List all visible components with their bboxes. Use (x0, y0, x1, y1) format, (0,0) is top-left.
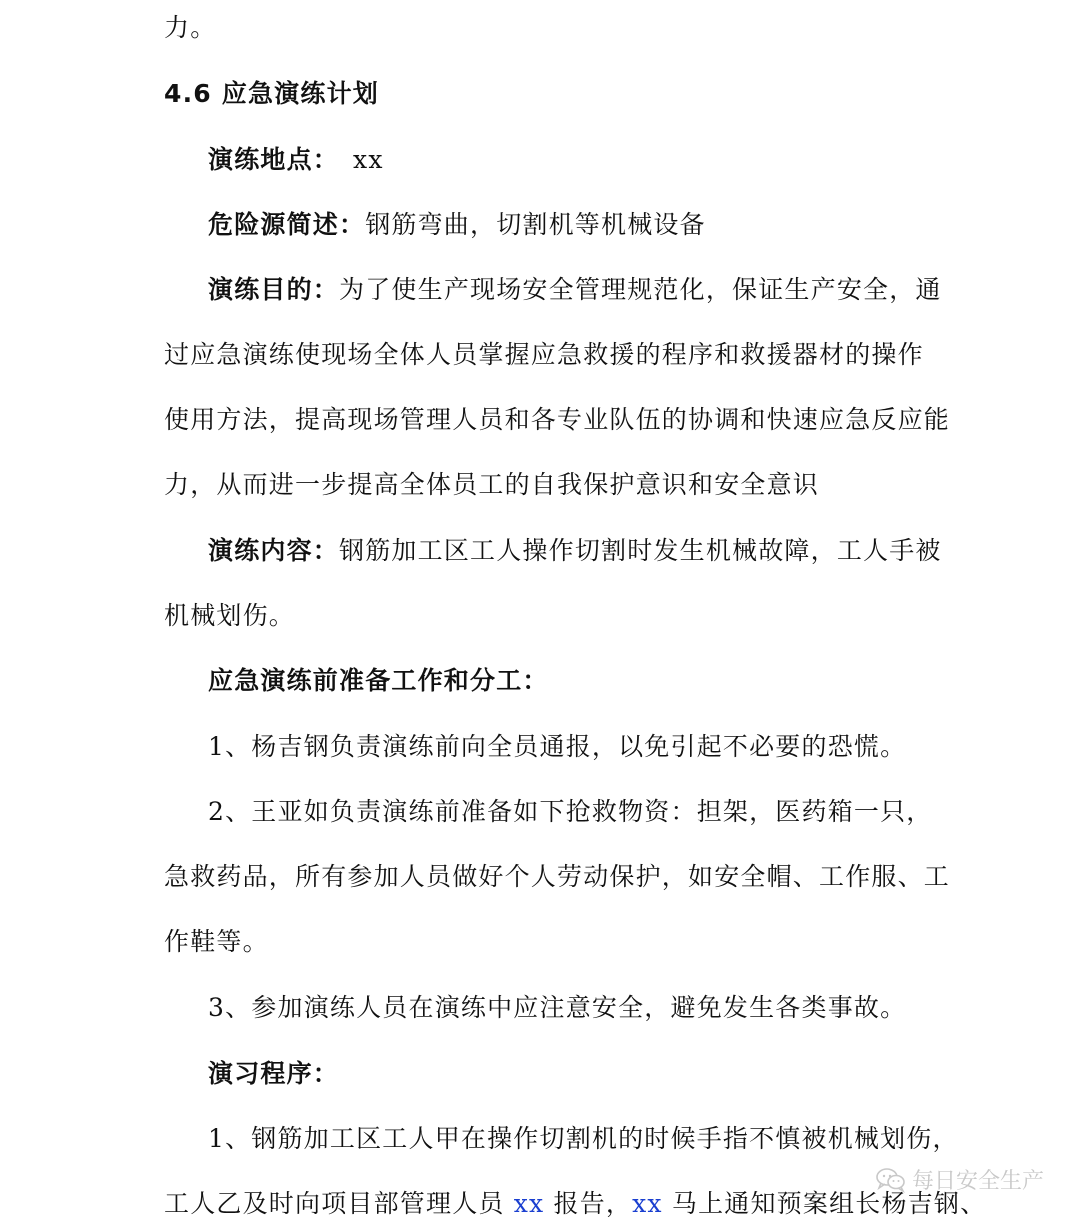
prep-heading: 应急演练前准备工作和分工： (208, 666, 549, 695)
location-label: 演练地点： (208, 145, 340, 174)
location-value: xx (353, 145, 384, 174)
purpose-label: 演练目的： (208, 275, 340, 304)
hazard-value: 钢筋弯曲，切割机等机械设备 (365, 210, 706, 239)
text-segment: 马上通知预案组长杨吉钢、 (662, 1189, 987, 1218)
paragraph-line: 力。 (164, 13, 217, 42)
paragraph-line: 使用方法，提高现场管理人员和各专业队伍的协调和快速应急反应能 (164, 405, 951, 434)
paragraph-line (164, 1186, 986, 1222)
text-segment: 报告， (544, 1189, 633, 1218)
prep-item-2: 2、王亚如负责演练前准备如下抢救物资：担架，医药箱一只， (208, 797, 933, 826)
placeholder-link[interactable]: xx (632, 1189, 663, 1218)
watermark (876, 1164, 1044, 1195)
hazard-line (208, 207, 706, 243)
paragraph-line: 机械划伤。 (164, 601, 296, 630)
prep-item-1: 1、杨吉钢负责演练前向全员通报，以免引起不必要的恐慌。 (208, 732, 907, 761)
section-heading: 4.6 应急演练计划 (164, 79, 379, 108)
prep-item-3: 3、参加演练人员在演练中应注意安全，避免发生各类事故。 (208, 993, 907, 1022)
text-segment: 工人乙及时向项目部管理人员 (164, 1189, 514, 1218)
content-line (208, 533, 942, 569)
purpose-text: 为了使生产现场安全管理规范化，保证生产安全，通 (339, 275, 942, 304)
paragraph-line: 急救药品，所有参加人员做好个人劳动保护，如安全帽、工作服、工 (164, 862, 951, 891)
placeholder-link[interactable]: xx (513, 1189, 545, 1218)
watermark-text: 每日安全生产 (911, 1169, 1044, 1194)
location-line (208, 142, 384, 178)
content-label: 演练内容： (208, 536, 340, 565)
purpose-line (208, 272, 942, 308)
procedure-item-1: 1、钢筋加工区工人甲在操作切割机的时候手指不慎被机械划伤， (208, 1124, 959, 1153)
paragraph-line: 作鞋等。 (164, 927, 269, 956)
wechat-icon (876, 1167, 906, 1193)
paragraph-line: 过应急演练使现场全体人员掌握应急救援的程序和救援器材的操作 (164, 340, 924, 369)
procedure-heading: 演习程序： (208, 1059, 340, 1088)
content-text: 钢筋加工区工人操作切割时发生机械故障，工人手被 (339, 536, 942, 565)
paragraph-line: 力，从而进一步提高全体员工的自我保护意识和安全意识 (164, 470, 820, 499)
hazard-label: 危险源简述： (208, 210, 366, 239)
